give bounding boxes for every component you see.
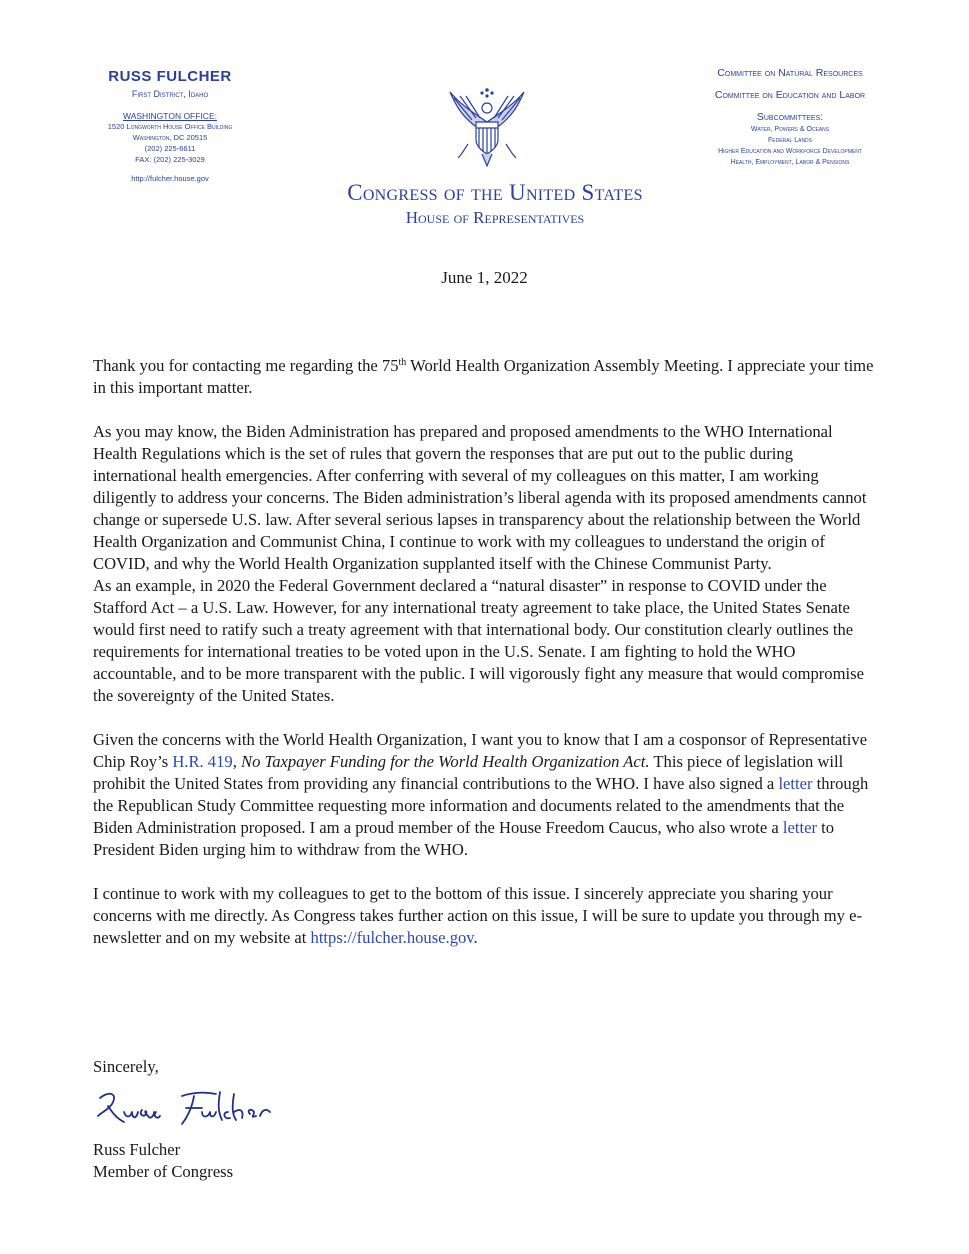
hr-419-link[interactable]: H.R. 419: [172, 752, 233, 771]
signer-block: [93, 1139, 233, 1183]
representative-info: [70, 68, 270, 183]
great-seal-eagle-icon: [442, 82, 532, 172]
text: This piece of legislation will prohibit the United States from providing any financial contributions to the WHO. I have also signed a: [93, 752, 844, 793]
signer-name: Russ Fulcher: [93, 1140, 181, 1159]
subcommittee-item: Federal Lands: [767, 137, 812, 144]
rep-website[interactable]: http://fulcher.house.gov: [131, 174, 209, 183]
text: World Health Organization Assembly Meeting. I appreciate your time in this important matter.: [93, 356, 874, 397]
letter-date: June 1, 2022: [441, 268, 528, 287]
paragraph-conclusion: [93, 883, 878, 949]
handwritten-signature: [90, 1082, 310, 1134]
text: Thank you for contacting me regarding the 75: [93, 356, 399, 375]
text: .: [473, 928, 478, 947]
congress-title: Congress of the United States: [347, 180, 643, 205]
act-title: No Taxpayer Funding for the World Health Organization Act.: [241, 752, 650, 771]
committee-list: [690, 66, 890, 168]
rep-name: RUSS FULCHER: [108, 68, 232, 85]
office-city: Washington, DC 20515: [132, 133, 208, 142]
subcommittee-item: Higher Education and Workforce Development: [718, 148, 862, 155]
website-link[interactable]: https://fulcher.house.gov: [310, 928, 474, 947]
ordinal-suffix: th: [398, 357, 407, 368]
letterhead-title: [290, 180, 700, 228]
text: through the Republican Study Committee requesting more information and documents related to the amendments that the Biden Administration proposed. I am a proud member of the House Freedom Caucus, who also wrote a: [93, 774, 869, 837]
office-fax: FAX: (202) 225-3029: [135, 155, 205, 164]
house-title: House of Representatives: [405, 208, 585, 227]
subcommittees-heading: Subcommittees:: [756, 111, 824, 123]
text: to President Biden urging him to withdraw from the WHO.: [93, 818, 835, 859]
committee-item: Committee on Natural Resources: [717, 67, 863, 79]
office-address: 1520 Longworth House Office Building: [107, 122, 233, 131]
freedom-caucus-letter-link[interactable]: letter: [782, 818, 817, 837]
letter-body: [93, 355, 878, 949]
office-phone: (202) 225-6611: [144, 144, 196, 153]
office-title: WASHINGTON OFFICE:: [123, 111, 217, 121]
signer-title: Member of Congress: [93, 1162, 234, 1181]
paragraph-amendments: As you may know, the Biden Administration has prepared and proposed amendments to the WHO International Health Regulations which is the set of rules that govern the responses that are put out to the public during international health emergencies. After conferring with several of my colleagues on this matter, I am working diligently to address your concerns. The Biden administration’s liberal agenda with its proposed amendments cannot change or supersede U.S. law. After several serious lapses in transparency about the relationship between the World Health Organization and Communist China, I continue to work with my colleagues to understand the origin of COVID, and why the World Health Organization supplanted itself with the Chinese Communist Party.: [93, 422, 867, 573]
rsc-letter-link[interactable]: letter: [778, 774, 813, 793]
paragraph-legislation: [93, 729, 878, 861]
subcommittee-item: Water, Powers & Oceans: [750, 126, 830, 133]
committee-item: Committee on Education and Labor: [714, 89, 866, 101]
subcommittee-item: Health, Employment, Labor & Pensions: [730, 159, 850, 166]
text: Given the concerns with the World Health Organization, I want you to know that I am a cosponsor of Representative Chip Roy’s: [93, 730, 868, 771]
paragraph-intro: [93, 355, 878, 399]
paragraph-example: As an example, in 2020 the Federal Government declared a “natural disaster” in response to COVID under the Stafford Act – a U.S. Law. However, for any international treaty agreement to take place, the United States Senate would first need to ratify such a treaty agreement with that international body. Our constitution clearly outlines the requirements for international treaties to be voted upon in the U.S. Senate. I am fighting to hold the WHO accountable, and to be more transparent with the public. I will vigorously fight any measure that would compromise the sovereignty of the United States.: [93, 576, 864, 705]
text: I continue to work with my colleagues to get to the bottom of this issue. I sincerely appreciate you sharing your concerns with me directly. As Congress takes further action on this issue, I will be sure to update you through my e-newsletter and on my website at: [93, 884, 862, 947]
rep-district: First District, Idaho: [131, 89, 209, 99]
closing: Sincerely,: [93, 1057, 159, 1076]
text: ,: [232, 752, 241, 771]
